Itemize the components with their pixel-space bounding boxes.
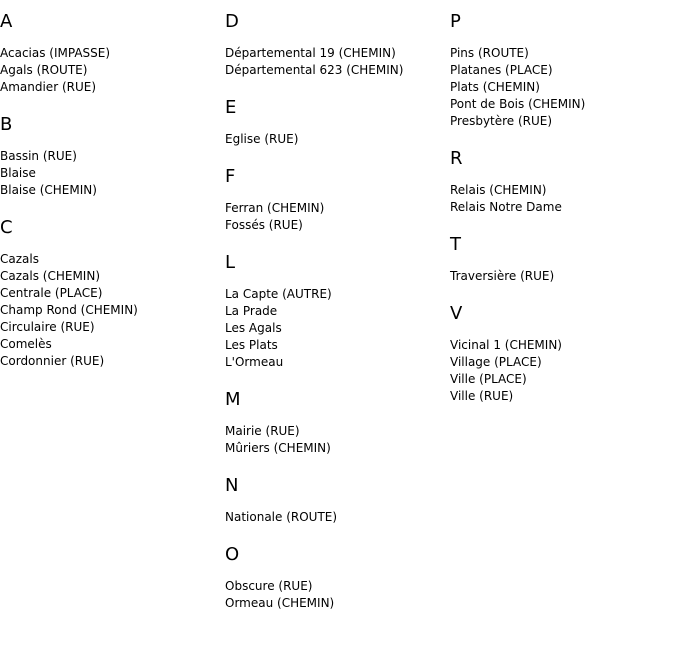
street-link[interactable]: Relais (CHEMIN)	[450, 183, 547, 197]
street-link[interactable]: Eglise (RUE)	[225, 132, 299, 146]
street-link[interactable]: Ormeau (CHEMIN)	[225, 596, 335, 610]
street-link[interactable]: Amandier (RUE)	[0, 80, 97, 94]
street-list	[450, 45, 675, 130]
letter-group-o	[225, 543, 450, 612]
street-list	[450, 337, 675, 405]
street-link[interactable]: Ferran (CHEMIN)	[225, 201, 325, 215]
street-link[interactable]: Traversière (RUE)	[450, 269, 555, 283]
street-link[interactable]: L'Ormeau	[225, 355, 284, 369]
street-link[interactable]: Cordonnier (RUE)	[0, 354, 105, 368]
street-list	[225, 45, 450, 79]
letter-group-a	[0, 10, 225, 96]
street-link[interactable]: Pont de Bois (CHEMIN)	[450, 97, 586, 111]
index-column-1	[0, 10, 225, 387]
street-link[interactable]: Les Plats	[225, 338, 278, 352]
street-list	[225, 286, 450, 371]
street-link[interactable]: Départemental 623 (CHEMIN)	[225, 63, 404, 77]
letter-heading: N	[225, 475, 239, 496]
letter-heading: B	[0, 114, 13, 135]
street-link[interactable]: Relais Notre Dame	[450, 200, 562, 214]
street-link[interactable]: Pins (ROUTE)	[450, 46, 529, 60]
letter-group-f	[225, 165, 450, 234]
letter-heading: A	[0, 11, 13, 32]
street-link[interactable]: Mûriers (CHEMIN)	[225, 441, 331, 455]
letter-heading: F	[225, 166, 236, 187]
street-link[interactable]: Cazals	[0, 252, 39, 266]
letter-heading: L	[225, 252, 236, 273]
street-list	[450, 182, 675, 216]
street-link[interactable]: Bassin (RUE)	[0, 149, 77, 163]
street-link[interactable]: Agals (ROUTE)	[0, 63, 88, 77]
street-link[interactable]: La Prade	[225, 304, 278, 318]
street-link[interactable]: Presbytère (RUE)	[450, 114, 553, 128]
street-link[interactable]: Blaise (CHEMIN)	[0, 183, 97, 197]
letter-group-c	[0, 216, 225, 370]
letter-group-d	[225, 10, 450, 79]
street-link[interactable]: Comelès	[0, 337, 52, 351]
street-link[interactable]: Ville (RUE)	[450, 389, 514, 403]
index-column-3	[450, 10, 675, 422]
street-link[interactable]: Obscure (RUE)	[225, 579, 313, 593]
street-link[interactable]: Nationale (ROUTE)	[225, 510, 338, 524]
letter-heading: O	[225, 544, 240, 565]
street-list	[0, 148, 225, 199]
street-index	[0, 10, 675, 649]
street-link[interactable]: Centrale (PLACE)	[0, 286, 103, 300]
letter-group-t	[450, 233, 675, 285]
letter-heading: R	[450, 148, 463, 169]
street-list	[225, 578, 450, 612]
street-list	[225, 509, 450, 526]
street-link[interactable]: La Capte (AUTRE)	[225, 287, 332, 301]
street-link[interactable]: Mairie (RUE)	[225, 424, 300, 438]
street-list	[450, 268, 675, 285]
index-column-2	[225, 10, 450, 629]
letter-group-m	[225, 388, 450, 457]
letter-heading: T	[450, 234, 461, 255]
street-link[interactable]: Fossés (RUE)	[225, 218, 303, 232]
street-link[interactable]: Vicinal 1 (CHEMIN)	[450, 338, 562, 352]
street-list	[225, 423, 450, 457]
letter-heading: E	[225, 97, 237, 118]
street-link[interactable]: Départemental 19 (CHEMIN)	[225, 46, 396, 60]
letter-group-p	[450, 10, 675, 130]
letter-group-r	[450, 147, 675, 216]
street-link[interactable]: Ville (PLACE)	[450, 372, 527, 386]
letter-group-l	[225, 251, 450, 371]
street-list	[225, 200, 450, 234]
letter-group-e	[225, 96, 450, 148]
street-link[interactable]: Acacias (IMPASSE)	[0, 46, 111, 60]
letter-heading: C	[0, 217, 13, 238]
letter-heading: V	[450, 303, 463, 324]
letter-heading: P	[450, 11, 461, 32]
letter-heading: M	[225, 389, 241, 410]
letter-group-b	[0, 113, 225, 199]
street-link[interactable]: Champ Rond (CHEMIN)	[0, 303, 138, 317]
street-link[interactable]: Plats (CHEMIN)	[450, 80, 540, 94]
street-link[interactable]: Blaise	[0, 166, 36, 180]
letter-group-n	[225, 474, 450, 526]
street-list	[0, 251, 225, 370]
street-link[interactable]: Les Agals	[225, 321, 282, 335]
letter-group-v	[450, 302, 675, 405]
street-link[interactable]: Circulaire (RUE)	[0, 320, 95, 334]
street-link[interactable]: Cazals (CHEMIN)	[0, 269, 101, 283]
street-link[interactable]: Platanes (PLACE)	[450, 63, 553, 77]
letter-heading: D	[225, 11, 239, 32]
street-link[interactable]: Village (PLACE)	[450, 355, 542, 369]
street-list	[225, 131, 450, 148]
street-list	[0, 45, 225, 96]
